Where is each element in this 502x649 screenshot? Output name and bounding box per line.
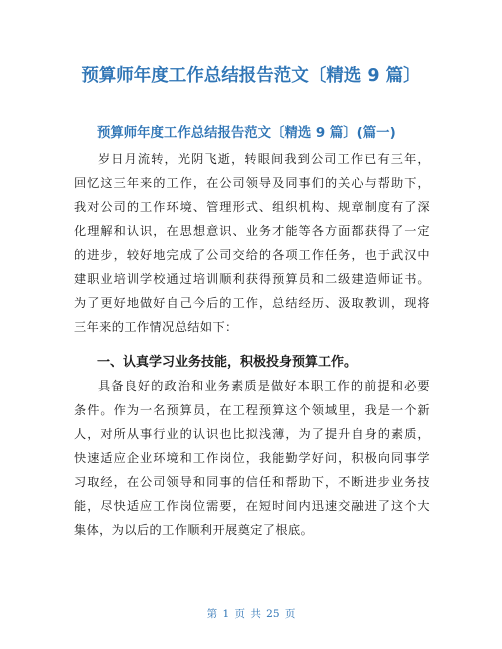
paragraph-line: 建职业培训学校通过培训顺利获得预算员和二级建造师证书。 [74, 272, 430, 286]
paragraph-line: 能，尽快适应工作岗位需要，在短时间内迅速交融进了这个大 [74, 499, 430, 513]
heading-1: 一、认真学习业务技能，积极投身预算工作。 [97, 355, 358, 370]
document-title: 预算师年度工作总结报告范文〔精选 9 篇〕 [81, 66, 421, 86]
paragraph-line: 快速适应企业环境和工作岗位，我能勤学好问，积极向同事学 [74, 451, 430, 465]
section-title: 预算师年度工作总结报告范文〔精选 9 篇〕(篇一) [97, 126, 396, 141]
paragraph-1 [74, 147, 430, 339]
paragraph-line: 为了更好地做好自己今后的工作，总结经历、汲取教训，现将 [74, 296, 430, 310]
paragraph-line: 我对公司的工作环境、管理形式、组织机构、规章制度有了深 [74, 200, 430, 214]
paragraph-2 [74, 374, 430, 542]
paragraph-line: 集体，为以后的工作顺利开展奠定了根底。 [74, 523, 314, 537]
paragraph-line: 的进步，较好地完成了公司交给的各项工作任务，也于武汉中 [74, 248, 430, 262]
paragraph-line: 回忆这三年来的工作，在公司领导及同事们的关心与帮助下， [74, 176, 430, 190]
paragraph-line: 化理解和认识，在思想意识、业务才能等各方面都获得了一定 [74, 224, 430, 238]
paragraph-line: 三年来的工作情况总结如下： [74, 320, 238, 334]
paragraph-line: 人，对所从事行业的认识也比拟浅薄，为了提升自身的素质， [74, 427, 430, 441]
paragraph-line: 条件。作为一名预算员，在工程预算这个领域里，我是一个新 [74, 403, 430, 417]
paragraph-line: 习取经，在公司领导和同事的信任和帮助下，不断进步业务技 [74, 475, 430, 489]
paragraph-line: 具备良好的政治和业务素质是做好本职工作的前提和必要 [98, 379, 430, 393]
paragraph-line: 岁日月流转，光阴飞逝，转眼间我到公司工作已有三年， [98, 152, 430, 166]
page-footer: 第 1 页 共 25 页 [206, 608, 296, 620]
